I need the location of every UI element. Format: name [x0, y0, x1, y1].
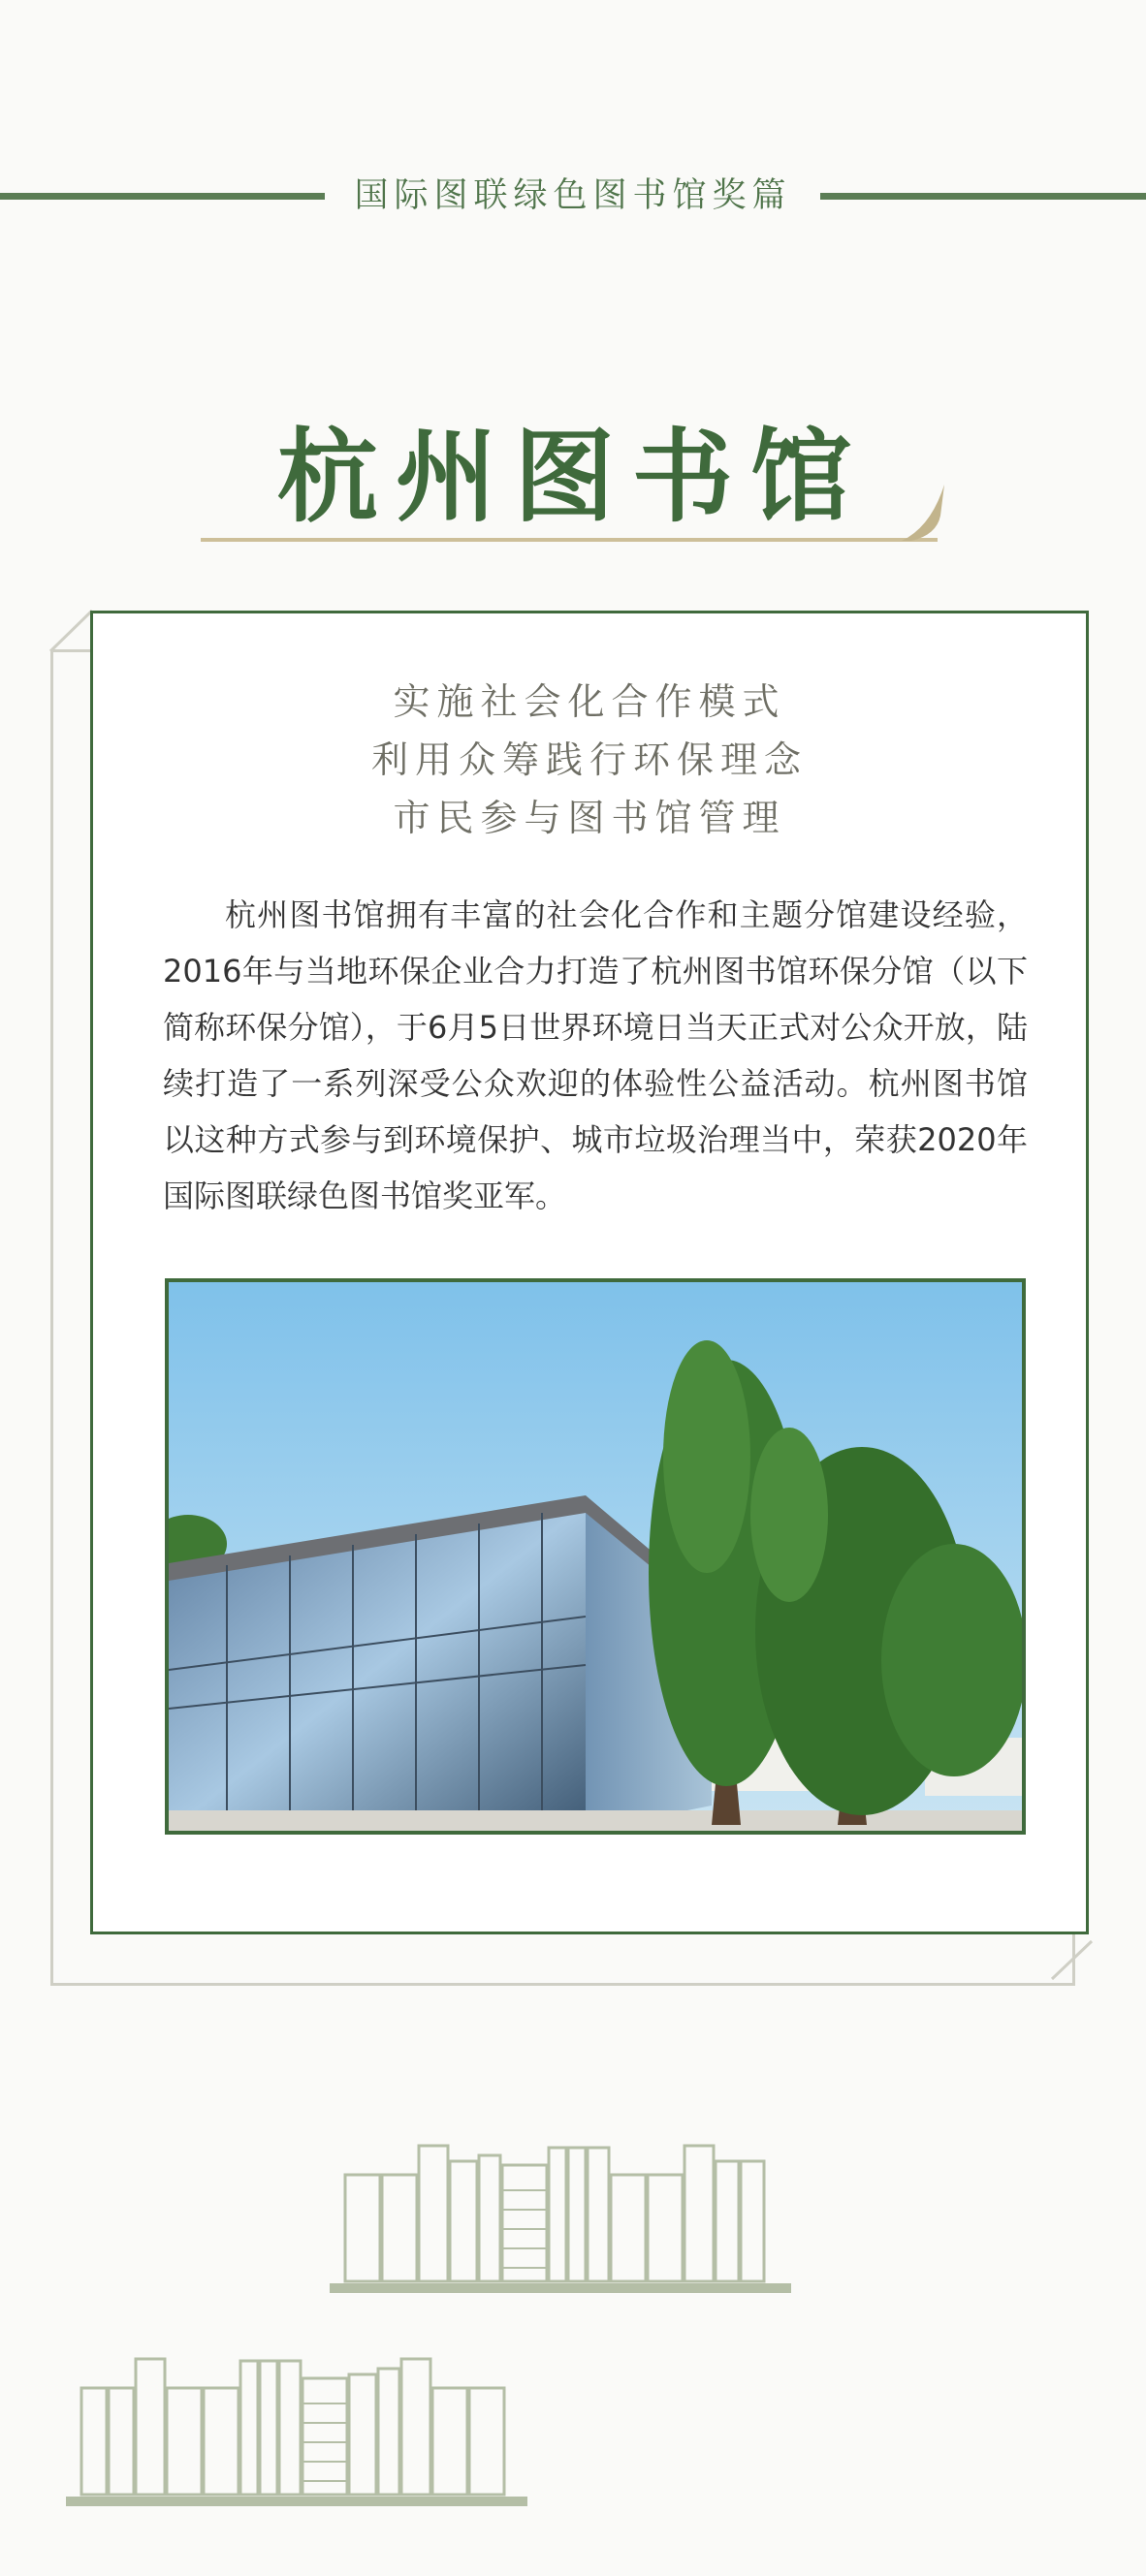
- body-paragraph: 杭州图书馆拥有丰富的社会化合作和主题分馆建设经验，2016年与当地环保企业合力打造了杭州图书馆环保分馆（以下简称环保分馆），于6月5日世界环境日当天正式对公众开放，陆续打造了一系列深受公众欢迎的体验性公益活动。杭州图书馆以这种方式参与到环境保护、城市垃圾治理当中，荣获2020年国际图联绿色图书馆奖亚军。: [163, 896, 1028, 1214]
- content-card: [90, 611, 1089, 1934]
- bookshelf-illustration-top: [330, 2132, 795, 2297]
- bookshelf-illustration-bottom: [66, 2345, 531, 2510]
- library-building-image: [169, 1282, 1022, 1831]
- title-underline: [201, 538, 938, 542]
- title-corner-accent: [902, 485, 944, 543]
- section-header-label: 国际图联绿色图书馆奖篇: [333, 176, 812, 215]
- subtitle-line-1: 实施社会化合作模式: [393, 680, 786, 723]
- subtitle-line-2: 利用众筹践行环保理念: [370, 738, 808, 781]
- section-header: [0, 169, 1146, 217]
- library-photo: [165, 1278, 1026, 1835]
- page-title: 杭州图书馆: [276, 418, 869, 536]
- subtitle-line-3: 市民参与图书馆管理: [393, 797, 786, 839]
